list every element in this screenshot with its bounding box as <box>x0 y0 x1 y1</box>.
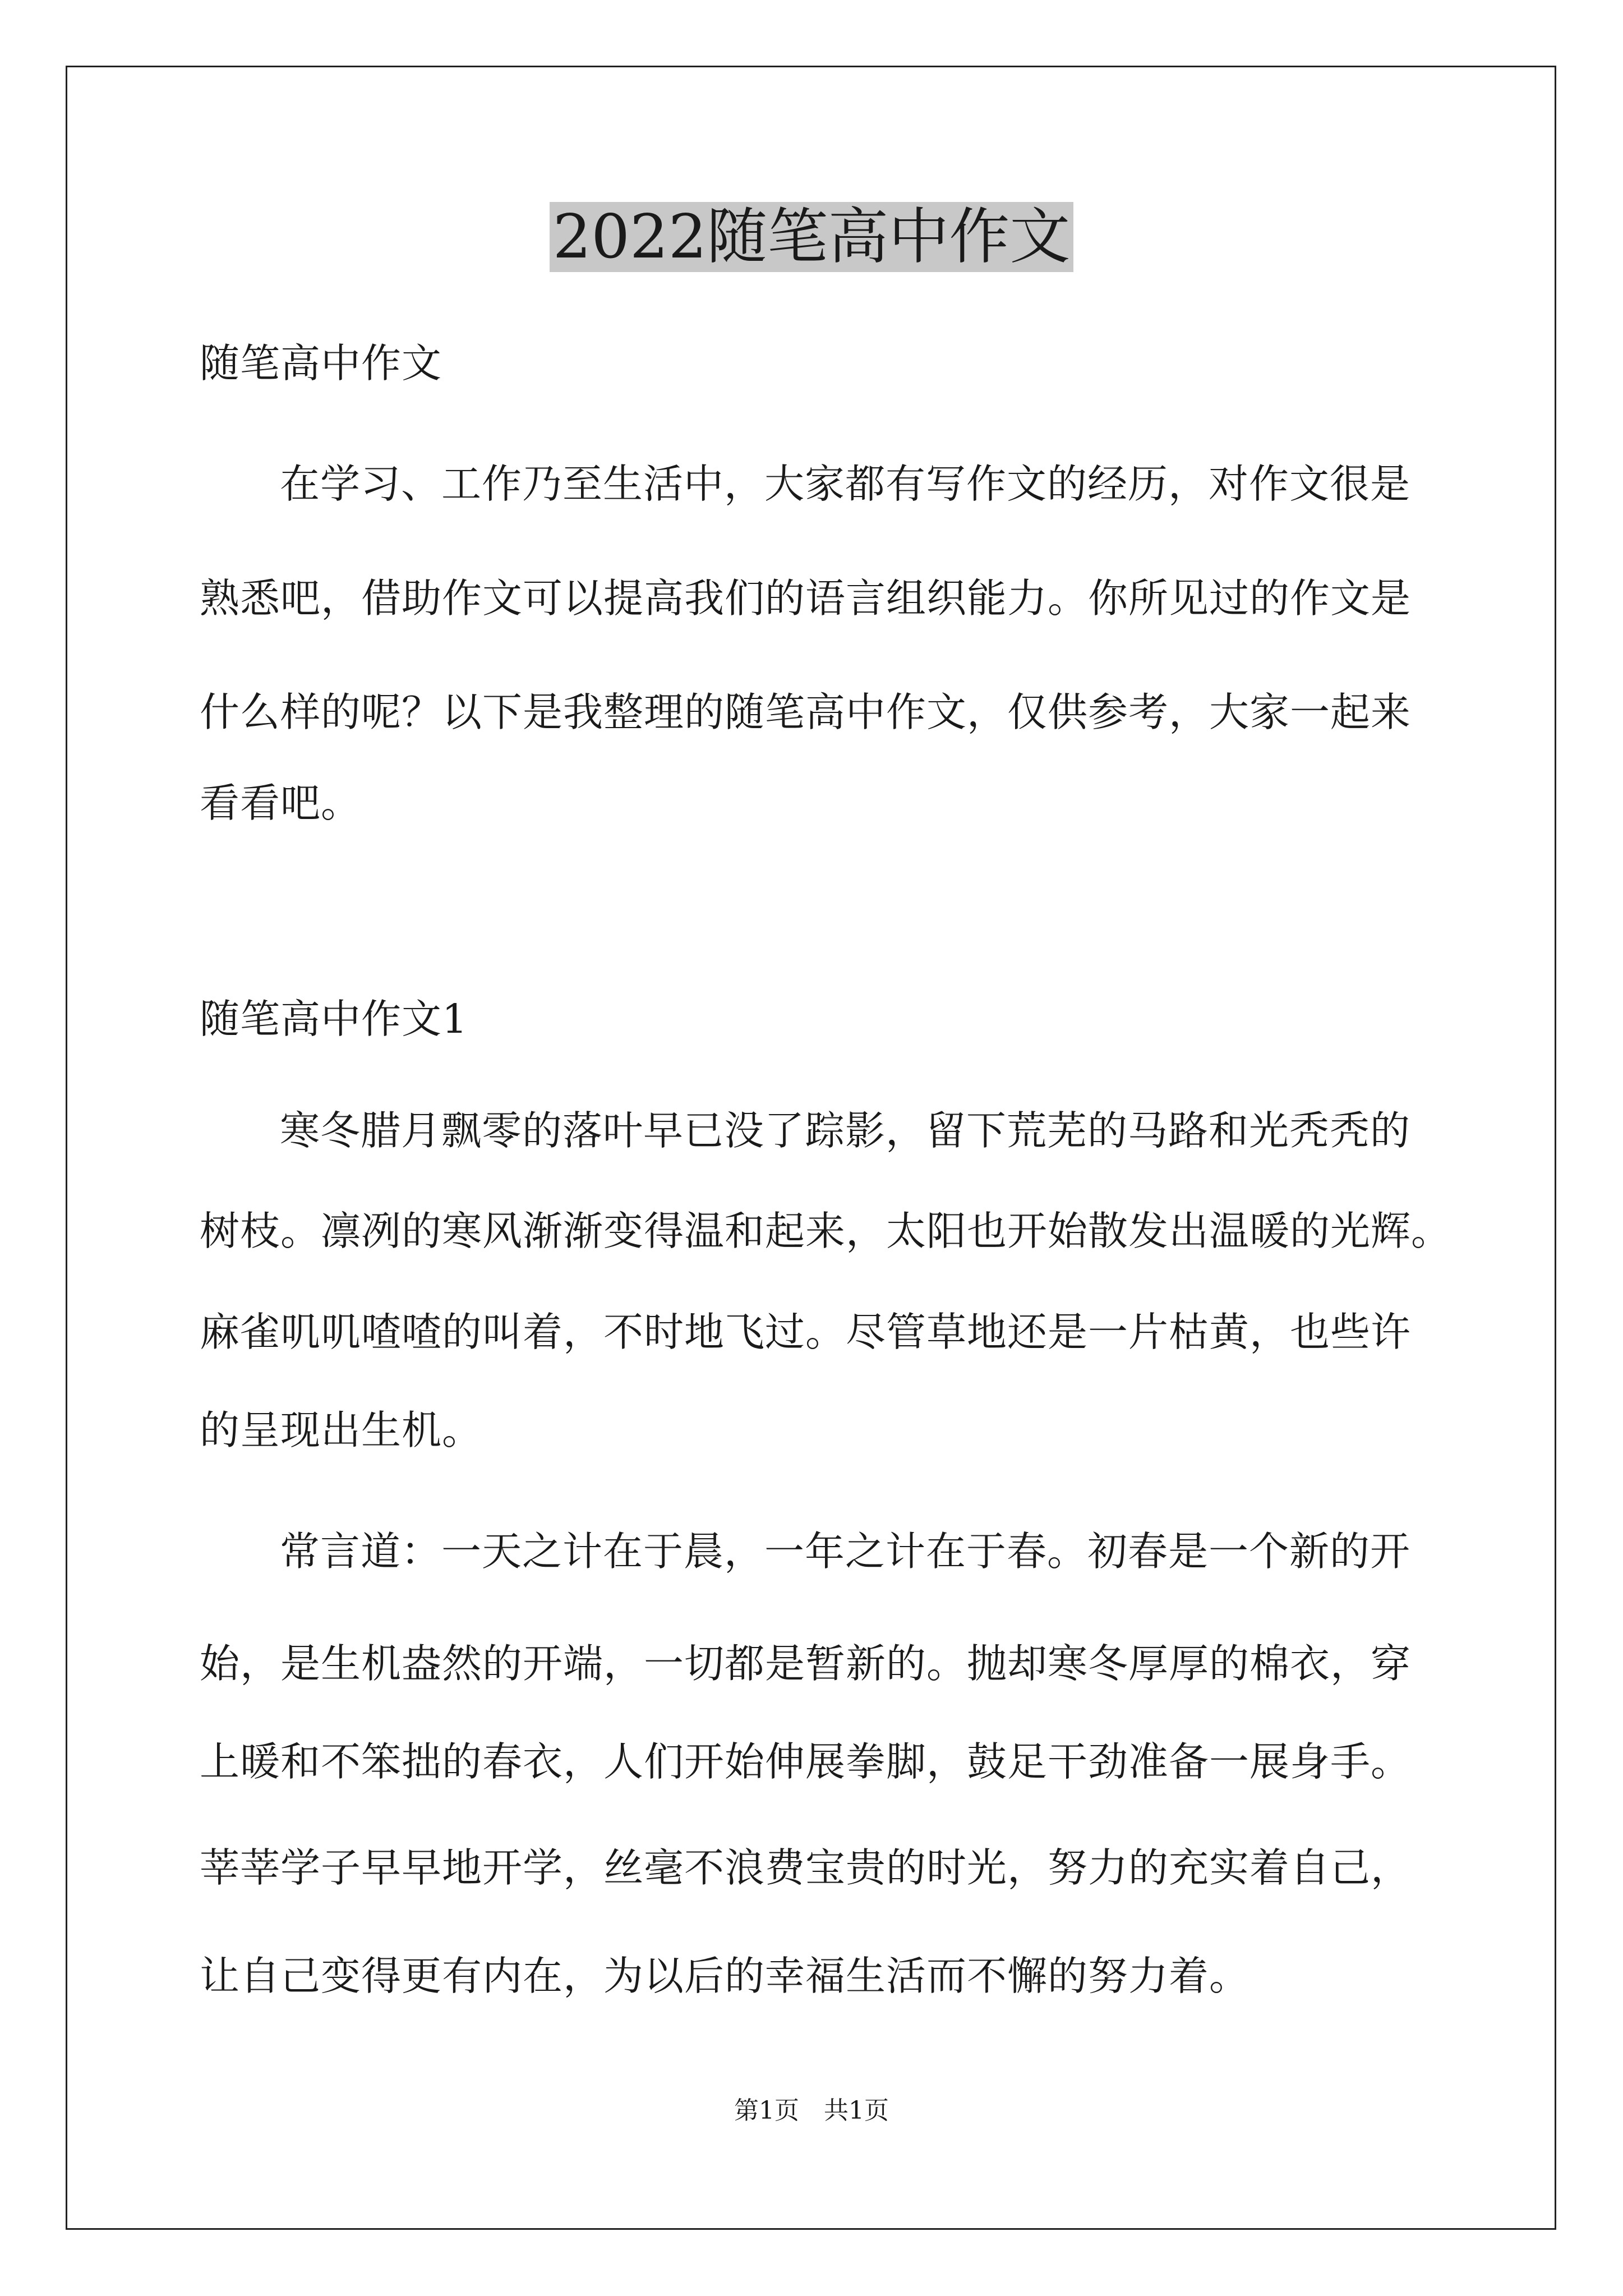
document-title-text: 2022随笔高中作文 <box>550 202 1074 272</box>
paragraph-line: 常言道：一天之计在于晨，一年之计在于春。初春是一个新的开 <box>280 1528 1411 1575</box>
paragraph-line: 的呈现出生机。 <box>200 1407 483 1453</box>
intro-line: 看看吧。 <box>200 780 362 826</box>
document-title <box>0 201 1623 274</box>
paragraph-line: 上暖和不笨拙的春衣，人们开始伸展拳脚，鼓足干劲准备一展身手。 <box>200 1738 1412 1785</box>
section-heading: 随笔高中作文1 <box>200 996 468 1042</box>
intro-line: 什么样的呢？以下是我整理的随笔高中作文，仅供参考，大家一起来 <box>200 689 1412 735</box>
paragraph-line: 始，是生机盎然的开端，一切都是暂新的。抛却寒冬厚厚的棉衣，穿 <box>200 1640 1412 1687</box>
paragraph-line: 寒冬腊月飘零的落叶早已没了踪影，留下荒芜的马路和光秃秃的 <box>280 1107 1411 1154</box>
paragraph-line: 让自己变得更有内在，为以后的幸福生活而不懈的努力着。 <box>200 1953 1250 1999</box>
paragraph-line: 莘莘学子早早地开学，丝毫不浪费宝贵的时光，努力的充实着自己， <box>200 1844 1412 1891</box>
paragraph-line: 麻雀叽叽喳喳的叫着，不时地飞过。尽管草地还是一片枯黄，也些许 <box>200 1309 1412 1355</box>
paragraph-line: 树枝。凛冽的寒风渐渐变得温和起来，太阳也开始散发出温暖的光辉。 <box>200 1208 1452 1254</box>
intro-line: 在学习、工作乃至生活中，大家都有写作文的经历，对作文很是 <box>280 461 1411 507</box>
subheading: 随笔高中作文 <box>200 340 442 386</box>
intro-line: 熟悉吧，借助作文可以提高我们的语言组织能力。你所见过的作文是 <box>200 575 1412 622</box>
page-footer: 第1页 共1页 <box>734 2096 889 2125</box>
